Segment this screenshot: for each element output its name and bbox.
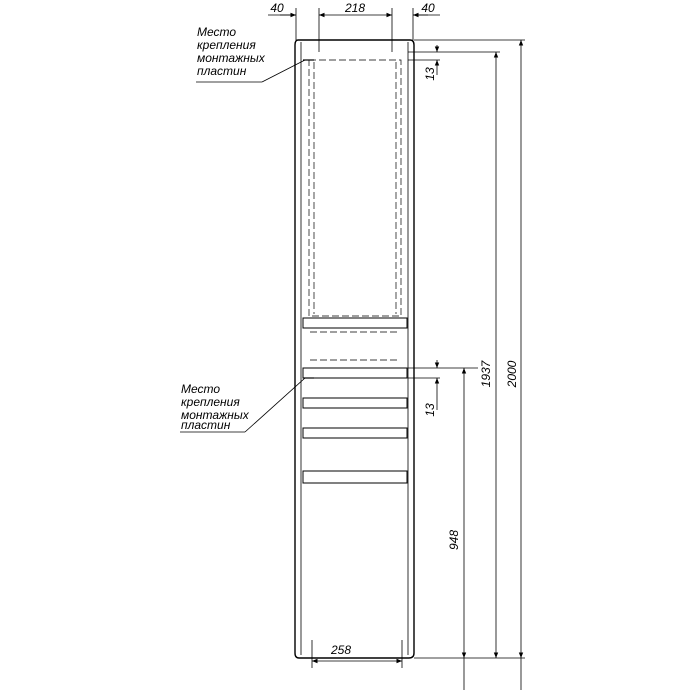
dim-height-total: 2000 (505, 360, 519, 388)
shelves (303, 318, 407, 483)
lower-note-line-4: пластин (181, 418, 231, 432)
lower-note-line-3: монтажных (181, 408, 249, 422)
upper-door-hidden-outline (309, 60, 401, 316)
upper-note (197, 25, 266, 78)
dim-height-inner: 1937 (479, 360, 493, 388)
upper-note-line-2: крепления (197, 38, 256, 52)
dim-top-right: 40 (421, 1, 435, 15)
upper-note-line-1: Место (197, 25, 237, 39)
dim-gap-lower: 13 (423, 403, 437, 417)
upper-note-line-4: пластин (197, 64, 247, 78)
upper-note-line-3: монтажных (197, 51, 265, 65)
lower-note-line-1: Место (181, 382, 221, 396)
dim-bottom-width: 258 (330, 643, 352, 657)
dim-height-lower: 948 (447, 529, 461, 551)
dim-top-center: 218 (344, 1, 366, 15)
lower-note-line-2: крепления (181, 395, 240, 409)
dim-gap-upper: 13 (423, 67, 437, 81)
lower-note (181, 382, 250, 432)
dim-top-left: 40 (270, 1, 284, 15)
bottom-dimension-lines (312, 640, 402, 668)
